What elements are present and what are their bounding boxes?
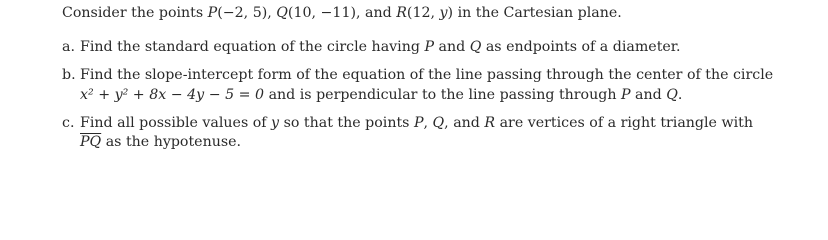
point-p-label: P — [207, 5, 218, 21]
point-r-label: R — [396, 5, 407, 21]
question-b-text-and: and — [630, 87, 667, 103]
problem-intro — [62, 3, 622, 23]
question-b-text: Find the slope-intercept form of the equation of the line passing through the center of the circle — [80, 67, 774, 83]
question-b-marker: b. — [62, 67, 76, 83]
question-a-text-end: as endpoints of a diameter. — [481, 39, 681, 55]
question-a-point-p: P — [424, 39, 434, 55]
circle-equation: x² + y² + 8x − 4y − 5 = 0 — [80, 87, 265, 103]
point-q-coords: (10, −11), and — [287, 5, 397, 21]
question-b-line-1 — [62, 65, 773, 85]
question-c-line-1 — [62, 113, 753, 133]
question-b-line-2 — [80, 85, 682, 105]
question-b-period: . — [677, 87, 683, 103]
question-b-text-perpendicular: and is perpendicular to the line passing through — [264, 87, 621, 103]
question-c-point-q: Q — [432, 115, 445, 131]
question-c-point-p: P — [413, 115, 424, 131]
question-b-point-p: P — [620, 87, 631, 103]
question-c-y-variable: y — [271, 115, 280, 131]
question-a — [62, 37, 681, 57]
question-c-text-points: so that the points — [279, 115, 414, 131]
point-p-coords: (−2, 5), — [217, 5, 277, 21]
question-c-marker: c. — [62, 115, 75, 131]
question-a-marker: a. — [62, 39, 75, 55]
question-c-text-vertices: are vertices of a right triangle with — [495, 115, 753, 131]
question-c-text-hypotenuse: as the hypotenuse. — [101, 134, 242, 150]
point-r-coords-start: (12, — [406, 5, 440, 21]
question-c-text-and: , and — [444, 115, 485, 131]
question-a-text: Find the standard equation of the circle having — [80, 39, 425, 55]
question-c-line-2 — [80, 132, 241, 152]
question-b-point-q: Q — [666, 87, 678, 103]
intro-text-end: ) in the Cartesian plane. — [447, 5, 622, 21]
point-q-label: Q — [276, 5, 288, 21]
intro-text: Consider the points — [62, 5, 208, 21]
segment-pq: $\overline{PQ}$ — [80, 134, 102, 150]
point-r-y-variable: y — [439, 5, 448, 21]
question-a-text-and: and — [433, 39, 470, 55]
question-c-comma: , — [423, 115, 433, 131]
question-c-point-r: R — [484, 115, 496, 131]
question-a-point-q: Q — [469, 39, 482, 55]
question-c-text: Find all possible values of — [80, 115, 272, 131]
